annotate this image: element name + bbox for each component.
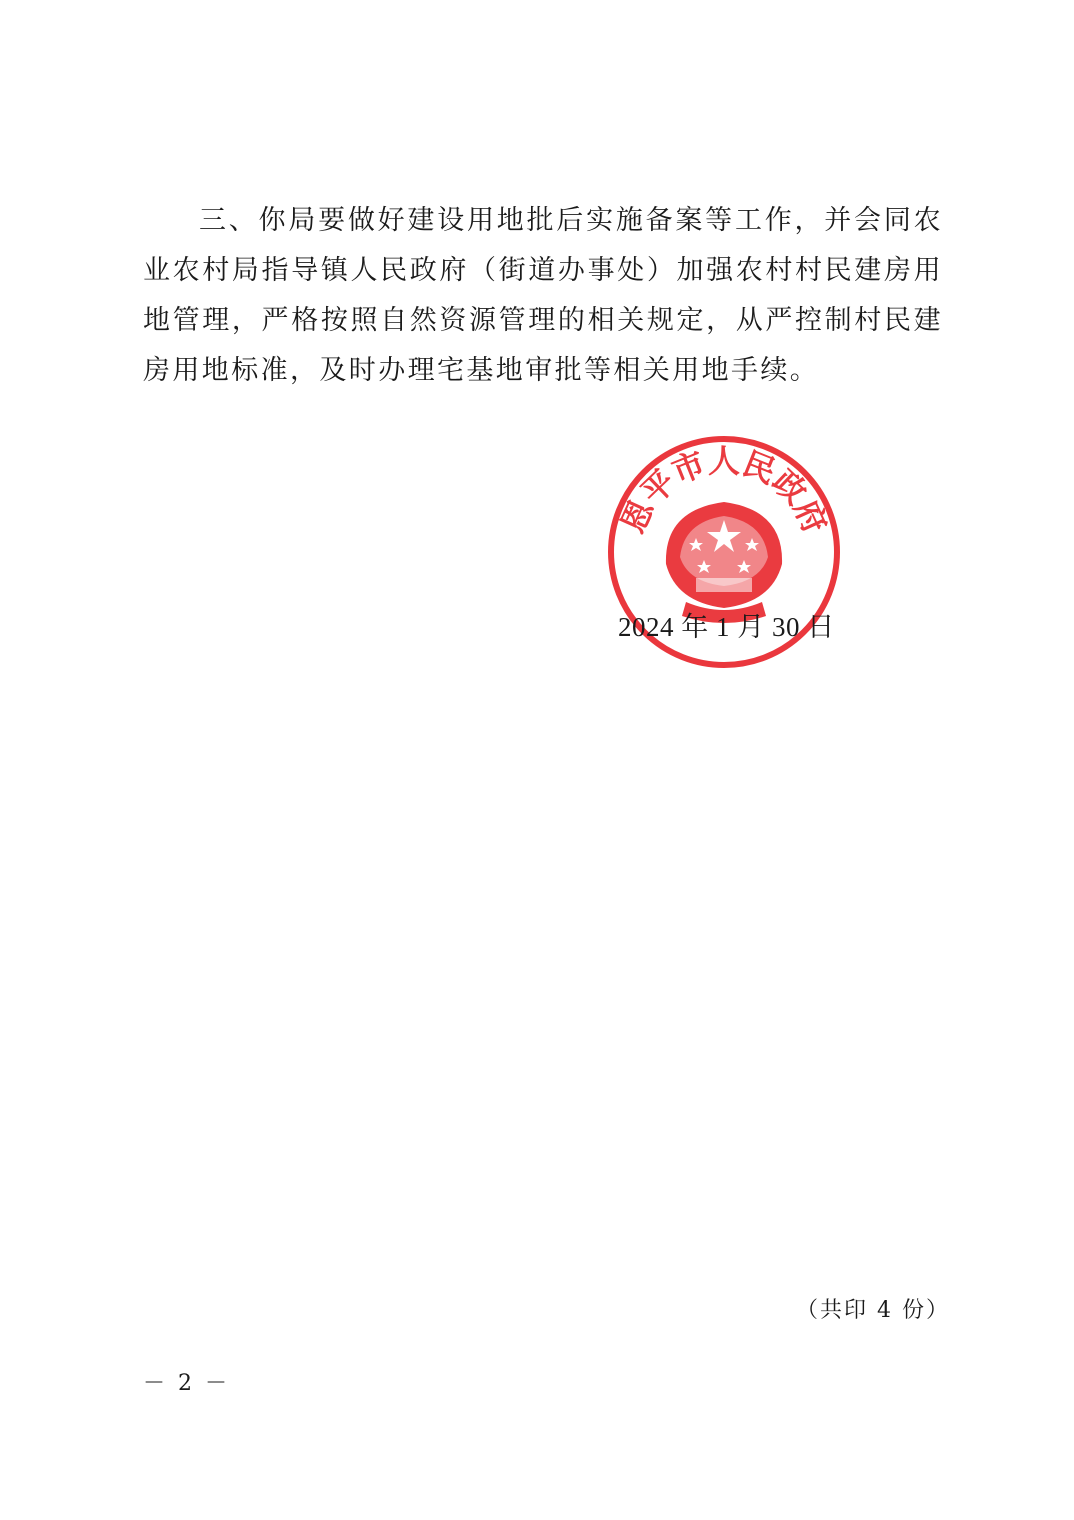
- body-text: [143, 196, 943, 396]
- page-number: － 2 －: [143, 1371, 230, 1396]
- paragraph-three: 三、你局要做好建设用地批后实施备案等工作，并会同农业农村局指导镇人民政府（街道办事处）加强农村村民建房用地管理，严格按照自然资源管理的相关规定，从严控制村民建房用地标准，及时办理宅基地审批等相关用地手续。: [143, 205, 943, 386]
- seal-text: 恩平市人民政府: [613, 441, 835, 539]
- signature-date: 2024 年 1 月 30 日: [618, 612, 835, 642]
- copies-note: （共印 4 份）: [796, 1298, 950, 1323]
